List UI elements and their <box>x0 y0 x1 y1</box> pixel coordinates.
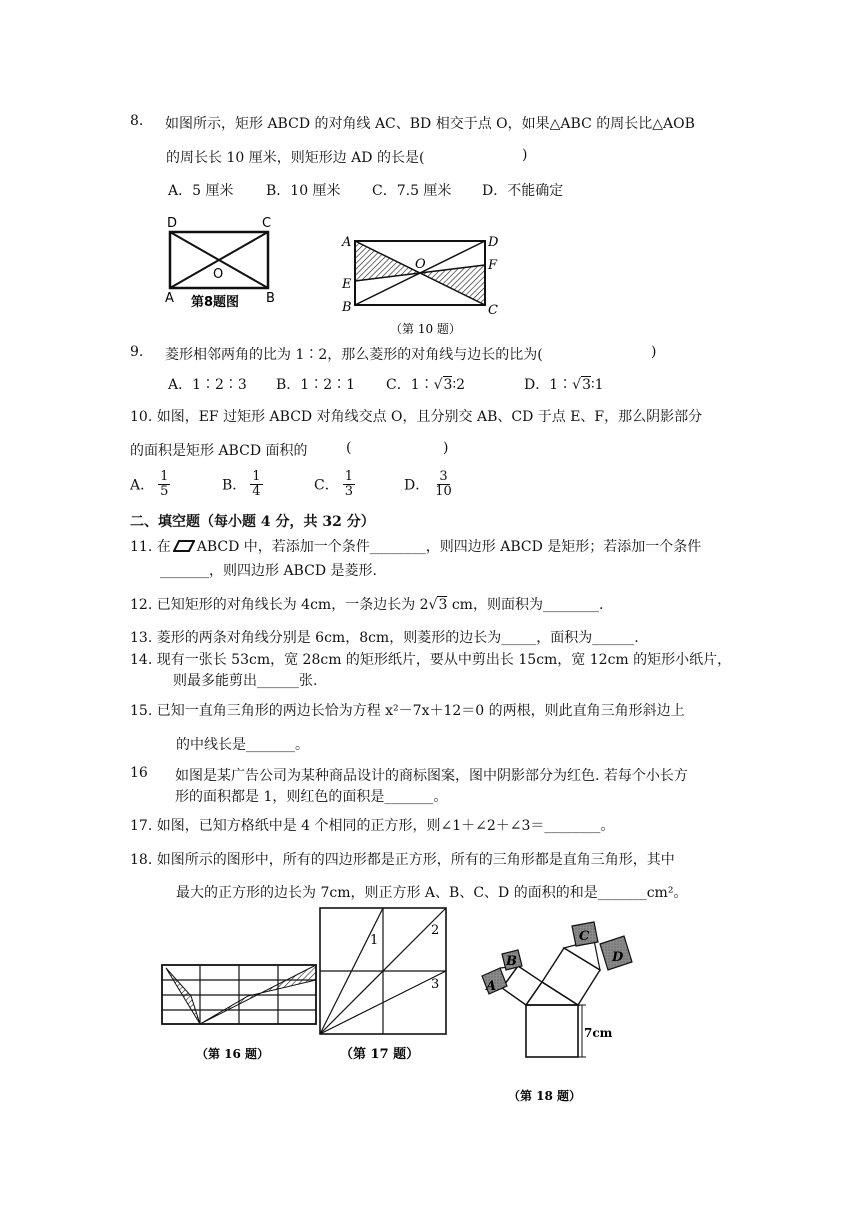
fig8-label-b: B <box>266 291 275 306</box>
q18-line2: 最大的正方形的边长为 7cm，则正方形 A、B、C、D 的面积的和是_______cm²。 <box>176 885 688 901</box>
q12-radicand: 3 <box>438 597 448 613</box>
q9-option-a: A．1∶2∶3 <box>168 377 247 393</box>
q14-line2: 则最多能剪出______张. <box>173 673 318 689</box>
q8-option-b: B．10 厘米 <box>266 183 341 199</box>
section-2-heading: 二、填空题（每小题 4 分，共 32 分） <box>130 514 375 530</box>
q10-option-c-numerator: 1 <box>344 469 353 484</box>
q9-option-d-post: ∶1 <box>590 377 604 393</box>
q8-line2: 的周长长 10 厘米，则矩形边 AD 的长是( <box>166 150 425 166</box>
q9-option-d: D．1∶√3∶1 <box>524 377 604 393</box>
fig16-caption: （第 16 题） <box>196 1047 270 1061</box>
q8-number: 8. <box>130 113 144 129</box>
fig17-angle-1: 1 <box>370 933 379 948</box>
q16-line2: 形的面积都是 1，则红色的面积是_______。 <box>175 789 448 805</box>
q10-option-c-denominator: 3 <box>344 484 353 499</box>
q10-option-b-denominator: 4 <box>252 484 261 499</box>
fig18-caption: （第 18 题） <box>508 1089 582 1103</box>
fig18-label-d: D <box>612 950 624 965</box>
fig17-angle-2: 2 <box>431 923 440 938</box>
q9-option-c: C．1∶√3∶2 <box>386 377 466 393</box>
q11-line1-post: ABCD 中，若添加一个条件________，则四边形 ABCD 是矩形；若添加一个条件 <box>196 539 702 555</box>
q10-option-c <box>314 470 355 499</box>
q12-pre: 12. 已知矩形的对角线长为 4cm，一条边长为 2 <box>130 597 429 613</box>
q17: 17. 如图，已知方格纸中是 4 个相同的正方形，则∠1＋∠2＋∠3＝________。 <box>130 818 615 834</box>
q18-line1: 18. 如图所示的图形中，所有的四边形都是正方形，所有的三角形都是直角三角形，其中 <box>130 852 675 868</box>
q10-option-d-denominator: 10 <box>435 484 452 499</box>
parallelogram-icon <box>173 539 195 553</box>
q10-paren-open: ( <box>346 440 352 456</box>
q15-line2: 的中线长是_______。 <box>176 737 309 753</box>
q10-option-a-label: A． <box>130 477 155 494</box>
fig8-label-d: D <box>167 216 178 231</box>
q10-option-d-label: D． <box>404 477 430 494</box>
q10-paren-close: ) <box>443 440 449 456</box>
fig10-label-c: C <box>488 303 498 318</box>
fig10-label-f: F <box>488 258 498 273</box>
q8-line1: 如图所示，矩形 ABCD 的对角线 AC、BD 相交于点 O，如果△ABC 的周长比△AOB <box>165 116 695 132</box>
fig17-angle-3: 3 <box>431 977 440 992</box>
fig18-label-a: A <box>486 979 497 994</box>
q8-paren-close: ) <box>522 147 528 163</box>
q12: 12. 已知矩形的对角线长为 4cm，一条边长为 2√3 cm，则面积为________. <box>130 597 604 613</box>
fig8-label-a: A <box>165 291 174 306</box>
q10-option-d-fraction <box>433 470 454 499</box>
figure-8 <box>160 212 285 312</box>
fig10-label-e: E <box>342 277 352 292</box>
fig10-label-o: O <box>415 257 426 272</box>
q10-option-d <box>404 470 454 499</box>
q16-line1: 如图是某广告公司为某种商品设计的商标图案，图中阴影部分为红色. 若每个小长方 <box>175 768 688 784</box>
q9-paren-close: ) <box>651 344 657 360</box>
q9-option-d-radicand: 3 <box>582 377 591 393</box>
q10-option-b <box>222 470 263 499</box>
q9-option-d-pre: D．1∶ <box>524 377 573 393</box>
fig8-label-c: C <box>262 216 272 231</box>
figure-18 <box>476 910 656 1110</box>
fig18-label-c: C <box>579 929 590 944</box>
fig18-length-label: 7cm <box>584 1026 613 1040</box>
q9-number: 9. <box>130 344 144 360</box>
fig8-caption: 第8题图 <box>191 295 240 310</box>
fig10-label-d: D <box>488 235 499 250</box>
q15-line1: 15. 已知一直角三角形的两边长恰为方程 x²－7x＋12＝0 的两根，则此直角三角形斜边上 <box>130 703 685 719</box>
q10-option-b-label: B． <box>222 477 247 494</box>
q16-number: 16 <box>130 765 148 781</box>
q11-line1-pre: 11. 在 <box>130 539 171 555</box>
q8-option-d: D．不能确定 <box>482 183 564 199</box>
q10-line2: 的面积是矩形 ABCD 面积的 <box>130 443 308 459</box>
figure-10 <box>338 230 508 338</box>
q10-option-c-fraction <box>343 470 355 499</box>
q10-option-d-numerator: 3 <box>439 469 448 484</box>
fig10-label-b: B <box>342 300 352 315</box>
q11-line2: _______，则四边形 ABCD 是菱形. <box>160 563 377 579</box>
fig10-caption: （第 10 题） <box>390 322 461 336</box>
q10-option-a <box>130 470 170 499</box>
q13: 13. 菱形的两条对角线分别是 6cm，8cm，则菱形的边长为_____，面积为______. <box>130 630 639 646</box>
fig17-caption: （第 17 题） <box>340 1047 420 1062</box>
q9-option-b: B．1∶2∶1 <box>276 377 356 393</box>
fig8-label-o: O <box>213 267 224 282</box>
q9-option-c-pre: C．1∶ <box>386 377 434 393</box>
q8-option-c: C．7.5 厘米 <box>372 183 452 199</box>
q10-option-b-numerator: 1 <box>252 469 261 484</box>
q11-line1 <box>130 536 701 556</box>
q8-option-a: A．5 厘米 <box>168 183 234 199</box>
q10-option-a-fraction <box>158 470 170 499</box>
fig10-label-a: A <box>342 235 352 250</box>
figure-16 <box>158 960 320 1070</box>
q10-option-a-numerator: 1 <box>160 469 169 484</box>
q14-line1: 14. 现有一张长 53cm，宽 28cm 的矩形纸片，要从中剪出长 15cm，宽 12cm 的矩形小纸片， <box>130 652 732 668</box>
fig18-label-b: B <box>506 954 517 969</box>
q12-post: cm，则面积为________. <box>447 597 604 613</box>
q9-option-c-post: ∶2 <box>452 377 466 393</box>
q10-line1: 10. 如图，EF 过矩形 ABCD 对角线交点 O，且分别交 AB、CD 于点 E、F，那么阴影部分 <box>130 409 703 425</box>
q9-option-c-radicand: 3 <box>443 377 453 393</box>
q10-option-a-denominator: 5 <box>160 484 169 499</box>
q10-option-c-label: C． <box>314 477 339 494</box>
figure-17 <box>316 904 456 1064</box>
q10-option-b-fraction <box>250 470 262 499</box>
q9-text: 菱形相邻两角的比为 1∶2，那么菱形的对角线与边长的比为( <box>165 347 543 363</box>
